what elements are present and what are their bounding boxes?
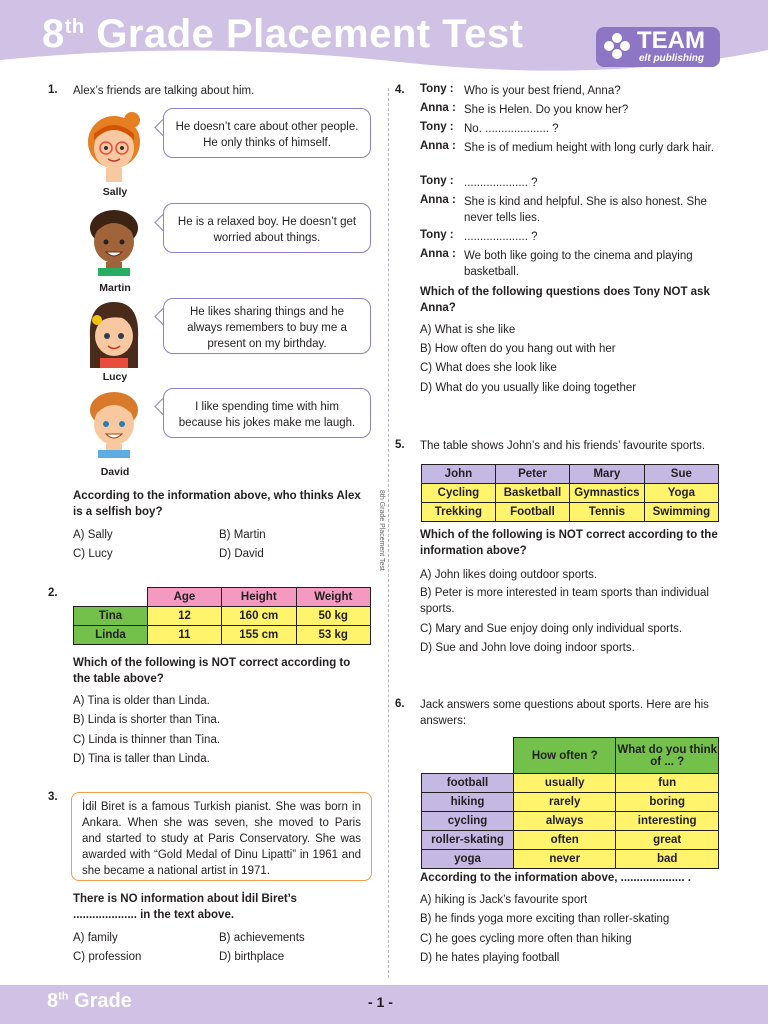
sally-speech-bubble: He doesn’t care about other people. He only thinks of himself.	[163, 108, 371, 158]
q5-header: Mary	[570, 465, 645, 484]
q3-option-c[interactable]: C) profession	[73, 951, 142, 963]
footer-grade: 8th Grade	[47, 990, 132, 1012]
q6-option-c[interactable]: C) he goes cycling more often than hiking	[420, 933, 632, 945]
q5-cell: Basketball	[495, 484, 569, 503]
q4-speaker: Anna :	[420, 248, 456, 260]
q1-option-c[interactable]: C) Lucy	[73, 548, 113, 560]
q5-option-d[interactable]: D) Sue and John love doing indoor sports.	[420, 642, 635, 654]
q2-cell: 12	[147, 607, 221, 626]
q2-option-c[interactable]: C) Linda is thinner than Tina.	[73, 734, 221, 746]
q4-speaker: Tony :	[420, 83, 454, 95]
q2-cell: 11	[147, 626, 221, 645]
q4-option-a[interactable]: A) What is she like	[420, 324, 516, 336]
q3-passage-box: İdil Biret is a famous Turkish pianist. She was born in Ankara. When she was seven, she moved to Paris and started to study at Paris Conservatory. She was awarded with “Gold Medal of Dinu Lipatti” in 1961 and she became a national artist in 1971.	[71, 792, 372, 881]
lucy-speech-bubble: He likes sharing things and he always remembers to buy me a present on my birthday.	[163, 298, 371, 354]
martin-name: Martin	[99, 282, 131, 294]
q5-cell: Swimming	[644, 503, 718, 522]
q2-option-b[interactable]: B) Linda is shorter than Tina.	[73, 714, 221, 726]
q6-header-how-often: How often ?	[514, 738, 616, 774]
q6-intro: Jack answers some questions about sports. Here are his answers:	[420, 699, 709, 727]
q2-cell: 53 kg	[296, 626, 371, 645]
q2-cell: 155 cm	[222, 626, 296, 645]
q6-cell: never	[514, 850, 616, 869]
q2-table	[73, 587, 371, 645]
q6-cell: often	[514, 831, 616, 850]
q6-question: According to the information above, .................... .	[420, 872, 691, 884]
q2-cell: 50 kg	[296, 607, 371, 626]
q3-question-line1: There is NO information about İdil Biret’s	[73, 893, 297, 905]
q6-header-think-of: What do you think of ... ?	[616, 738, 719, 774]
logo-flower-icon	[602, 31, 632, 61]
page-title: 8th Grade Placement Test	[42, 12, 524, 56]
q2-cell: 160 cm	[222, 607, 296, 626]
q6-option-d[interactable]: D) he hates playing football	[420, 952, 560, 964]
q4-speaker: Tony :	[420, 175, 454, 187]
q4-speaker: Anna :	[420, 102, 456, 114]
q4-line: Who is your best friend, Anna?	[464, 85, 621, 97]
q2-question: Which of the following is NOT correct according to the table above?	[73, 657, 351, 685]
q2-header-weight: Weight	[296, 588, 371, 607]
q5-cell: Cycling	[422, 484, 496, 503]
martin-speech-bubble: He is a relaxed boy. He doesn’t get worried about things.	[163, 203, 371, 253]
q1-number: 1.	[48, 84, 58, 96]
side-label: 8th Grade Placement Test	[378, 490, 385, 571]
q5-question: Which of the following is NOT correct according to the information above?	[420, 529, 718, 557]
q5-cell: Football	[495, 503, 569, 522]
q4-line: No. .................... ?	[464, 123, 559, 135]
q5-header: John	[422, 465, 496, 484]
q5-table	[421, 464, 719, 522]
q4-question: Which of the following questions does Tony NOT ask Anna?	[420, 286, 710, 314]
page-number: - 1 -	[368, 994, 393, 1010]
q1-intro: Alex’s friends are talking about him.	[73, 85, 255, 97]
q3-option-a[interactable]: A) family	[73, 932, 118, 944]
q4-option-b[interactable]: B) How often do you hang out with her	[420, 343, 616, 355]
q5-option-c[interactable]: C) Mary and Sue enjoy doing only individual sports.	[420, 623, 683, 635]
sally-avatar	[84, 112, 144, 182]
q1-question: According to the information above, who thinks Alex is a selfish boy?	[73, 490, 361, 518]
q3-option-b[interactable]: B) achievements	[219, 932, 305, 944]
logo-text: TEAM	[637, 27, 705, 54]
column-divider	[388, 88, 389, 978]
q6-cell: rarely	[514, 793, 616, 812]
q3-option-d[interactable]: D) birthplace	[219, 951, 285, 963]
lucy-avatar	[84, 298, 144, 368]
q2-option-d[interactable]: D) Tina is taller than Linda.	[73, 753, 210, 765]
q3-number: 3.	[48, 791, 58, 803]
q2-header-height: Height	[222, 588, 296, 607]
q3-question-line2: .................... in the text above.	[73, 909, 235, 921]
q5-number: 5.	[395, 439, 405, 451]
q1-option-a[interactable]: A) Sally	[73, 529, 113, 541]
martin-avatar	[84, 206, 144, 276]
q6-table	[421, 737, 719, 869]
q6-cell: boring	[616, 793, 719, 812]
q6-cell: fun	[616, 774, 719, 793]
q4-speaker: Tony :	[420, 121, 454, 133]
q6-option-a[interactable]: A) hiking is Jack’s favourite sport	[420, 894, 588, 906]
david-avatar	[84, 388, 144, 458]
sally-name: Sally	[102, 186, 128, 198]
q2-option-a[interactable]: A) Tina is older than Linda.	[73, 695, 210, 707]
q5-intro: The table shows John’s and his friends’ favourite sports.	[420, 440, 706, 452]
q5-option-b[interactable]: B) Peter is more interested in team sports than individual sports.	[420, 587, 709, 615]
q6-sport: yoga	[422, 850, 514, 869]
q5-header: Sue	[644, 465, 718, 484]
logo-subtext: elt publishing	[639, 53, 704, 64]
q4-line: She is kind and helpful. She is also honest. She never tells lies.	[464, 196, 707, 224]
q2-number: 2.	[48, 587, 58, 599]
q6-sport: roller-skating	[422, 831, 514, 850]
q4-option-c[interactable]: C) What does she look like	[420, 362, 557, 374]
q4-speaker: Anna :	[420, 194, 456, 206]
q6-cell: always	[514, 812, 616, 831]
q4-line: She is Helen. Do you know her?	[464, 104, 629, 116]
q4-line: We both like going to the cinema and playing basketball.	[464, 250, 693, 278]
q4-line: .................... ?	[464, 231, 538, 243]
q6-sport: football	[422, 774, 514, 793]
q6-number: 6.	[395, 698, 405, 710]
lucy-name: Lucy	[102, 371, 128, 383]
q6-cell: interesting	[616, 812, 719, 831]
q6-cell: great	[616, 831, 719, 850]
q4-speaker: Tony :	[420, 229, 454, 241]
q2-header-age: Age	[147, 588, 221, 607]
q1-option-b[interactable]: B) Martin	[219, 529, 266, 541]
q5-option-a[interactable]: A) John likes doing outdoor sports.	[420, 569, 598, 581]
q4-line: She is of medium height with long curly dark hair.	[464, 142, 714, 154]
q2-row-name: Tina	[74, 607, 148, 626]
q6-sport: cycling	[422, 812, 514, 831]
q6-option-b[interactable]: B) he finds yoga more exciting than roller-skating	[420, 913, 670, 925]
q1-option-d[interactable]: D) David	[219, 548, 264, 560]
david-speech-bubble: I like spending time with him because his jokes make me laugh.	[163, 388, 371, 438]
q4-line: .................... ?	[464, 177, 538, 189]
q5-cell: Yoga	[644, 484, 718, 503]
q6-sport: hiking	[422, 793, 514, 812]
q5-cell: Gymnastics	[570, 484, 645, 503]
david-name: David	[100, 466, 130, 478]
q4-number: 4.	[395, 84, 405, 96]
q6-cell: bad	[616, 850, 719, 869]
q4-option-d[interactable]: D) What do you usually like doing together	[420, 382, 637, 394]
q2-row-name: Linda	[74, 626, 148, 645]
q4-speaker: Anna :	[420, 140, 456, 152]
q5-cell: Trekking	[422, 503, 496, 522]
q5-header: Peter	[495, 465, 569, 484]
q6-cell: usually	[514, 774, 616, 793]
q5-cell: Tennis	[570, 503, 645, 522]
